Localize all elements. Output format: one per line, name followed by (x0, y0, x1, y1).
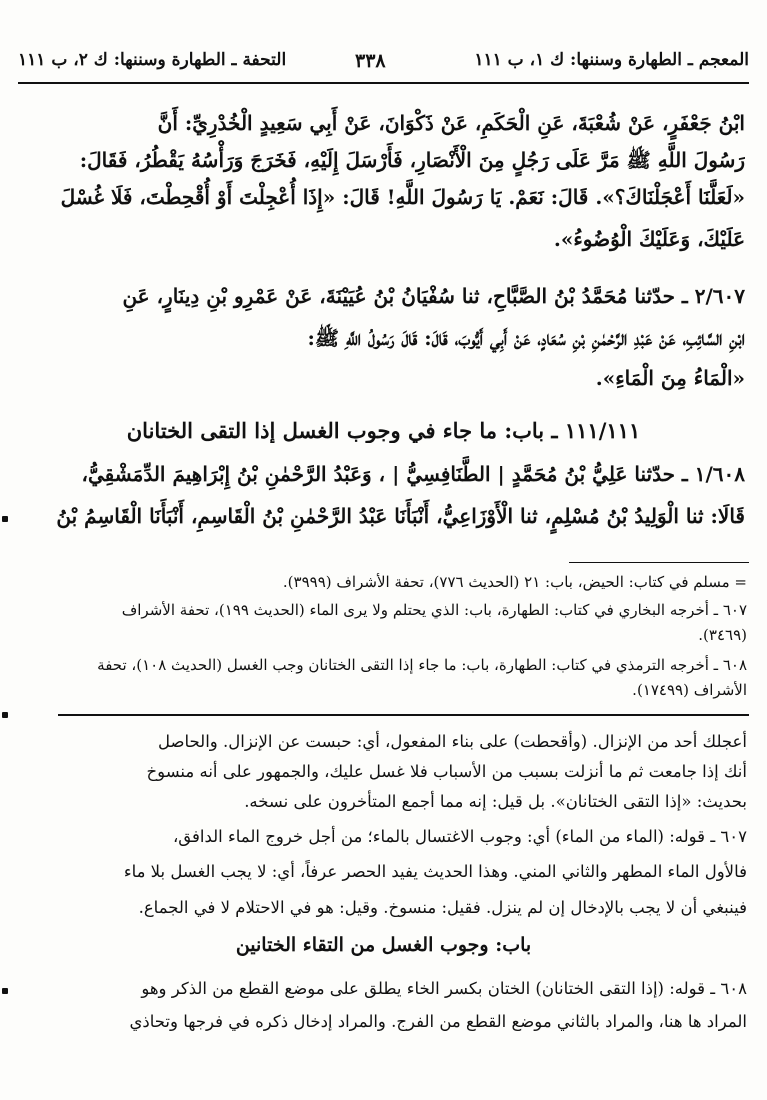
commentary-line-7: ٦٠٨ ـ قوله: (إذا التقى الختانان) الختان بكسر الخاء يطلق على موضع القطع من الذكر وهو (141, 979, 747, 998)
footnote-line-1: = مسلم في كتاب: الحيض، باب: ٢١ (الحديث ٧٧٦)، تحفة الأشراف (٣٩٩٩). (282, 573, 747, 591)
main-line-5: ٢/٦٠٧ ـ حدّثنا مُحَمَّدُ بْنُ الصَّبَّاحِ، ثنا سُفْيَانُ بْنُ عُيَيْنَةَ، عَنْ عَمْرِو بْنِ دِينَارٍ، عَنِ (122, 284, 745, 308)
footnote-line-3: (٣٤٦٩). (698, 626, 747, 644)
margin-mark (2, 516, 8, 522)
main-line-8: ١/٦٠٨ ـ حدّثنا عَلِيُّ بْنُ مُحَمَّدٍ | الطَّنَافِسِيُّ | ، وَعَبْدُ الرَّحْمٰنِ بْنُ إِبْرَاهِيمَ الدِّمَشْقِيُّ، (81, 462, 745, 486)
commentary-line-1: أعجلك أحد من الإنزال. (وأقحطت) على بناء المفعول، أي: حبست عن الإنزال. والحاصل (158, 732, 747, 751)
commentary-line-8: المراد ها هنا، والمراد بالثاني موضع القطع من الفرج. والمراد إدخال ذكره في فرجها وتحاذي (129, 1012, 747, 1031)
margin-mark (2, 712, 8, 718)
commentary-line-4: ٦٠٧ ـ قوله: (الماء من الماء) أي: وجوب الاغتسال بالماء؛ من أجل خروج الماء الدافق، (172, 827, 747, 846)
chapter-heading: ١١١/١١١ ـ باب: ما جاء في وجوب الغسل إذا التقى الختانان (126, 418, 641, 443)
main-line-2: رَسُولَ اللَّهِ ﷺ مَرَّ عَلَى رَجُلٍ مِنَ الْأَنْصَارِ، فَأَرْسَلَ إِلَيْهِ، فَخَرَجَ وَرَأْسُهُ يَقْطُرُ، فَقَالَ: (79, 148, 745, 172)
running-header-left: التحفة ـ الطهارة وسننها: ك ٢، ب ١١١ (18, 50, 287, 70)
margin-mark (2, 988, 8, 994)
header-rule (18, 82, 749, 84)
main-line-3: «لَعَلَّنَا أَعْجَلْنَاكَ؟». قَالَ: نَعَمْ. يَا رَسُولَ اللَّهِ! قَالَ: «إِذَا أُعْجِلْتَ أَوْ أُقْحِطْتَ، فَلَا غُسْلَ (60, 185, 745, 209)
commentary-heading: باب: وجوب الغسل من التقاء الختانين (235, 934, 532, 956)
footnote-line-4: ٦٠٨ ـ أخرجه الترمذي في كتاب: الطهارة، باب: ما جاء إذا التقى الختانان وجب الغسل (الحديث ١٠٨)، تحفة (97, 656, 747, 674)
main-line-4: عَلَيْكَ، وَعَلَيْكَ الْوُضُوءُ». (553, 227, 745, 251)
page-number: ٣٣٨ (355, 50, 386, 72)
main-line-9: قَالَا: ثنا الْوَلِيدُ بْنُ مُسْلِمٍ، ثنا الْأَوْزَاعِيُّ، أَنْبَأَنَا عَبْدُ الرَّحْمٰنِ بْنُ الْقَاسِمِ، أَنْبَأَنَا الْقَاسِمُ بْنُ (56, 504, 745, 528)
main-line-6: ابْنِ السَّائِبِ، عَنْ عَبْدِ الرَّحْمٰنِ بْنِ سُعَادٍ، عَنْ أَبِي أَيُّوبَ، قَالَ: قَالَ رَسُولُ اللَّهِ ﷺ: (307, 326, 745, 350)
main-line-7: «الْمَاءُ مِنَ الْمَاءِ». (595, 366, 745, 390)
footnote-rule (569, 562, 749, 563)
running-header-right: المعجم ـ الطهارة وسننها: ك ١، ب ١١١ (474, 50, 749, 70)
footnote-line-5: الأشراف (١٧٤٩٩). (632, 681, 747, 699)
commentary-line-5: فالأول الماء المطهر والثاني المني. وهذا الحديث يفيد الحصر عرفاً، أي: لا يجب الغسل بلا ماء (123, 862, 747, 881)
commentary-line-6: فينبغي أن لا يجب بالإدخال إن لم ينزل. فقيل: منسوخ. وقيل: هو في الاحتلام لا في الجماع. (138, 898, 747, 917)
footnote-line-2: ٦٠٧ ـ أخرجه البخاري في كتاب: الطهارة، باب: الذي يحتلم ولا يرى الماء (الحديث ١٩٩)، تحفة الأشراف (121, 601, 747, 619)
commentary-rule (58, 714, 749, 716)
main-line-1: ابْنُ جَعْفَرٍ، عَنْ شُعْبَةَ، عَنِ الْحَكَمِ، عَنْ ذَكْوَانَ، عَنْ أَبِي سَعِيدٍ الْخُدْرِيِّ: أَنَّ (157, 111, 745, 135)
commentary-line-2: أنك إذا جامعت ثم ما أنزلت بسبب من الأسباب فلا غسل عليك، والجمهور على أنه منسوخ (146, 762, 747, 781)
commentary-line-3: بحديث: «إذا التقى الختانان». بل قيل: إنه مما أجمع المتأخرون على نسخه. (244, 792, 747, 811)
